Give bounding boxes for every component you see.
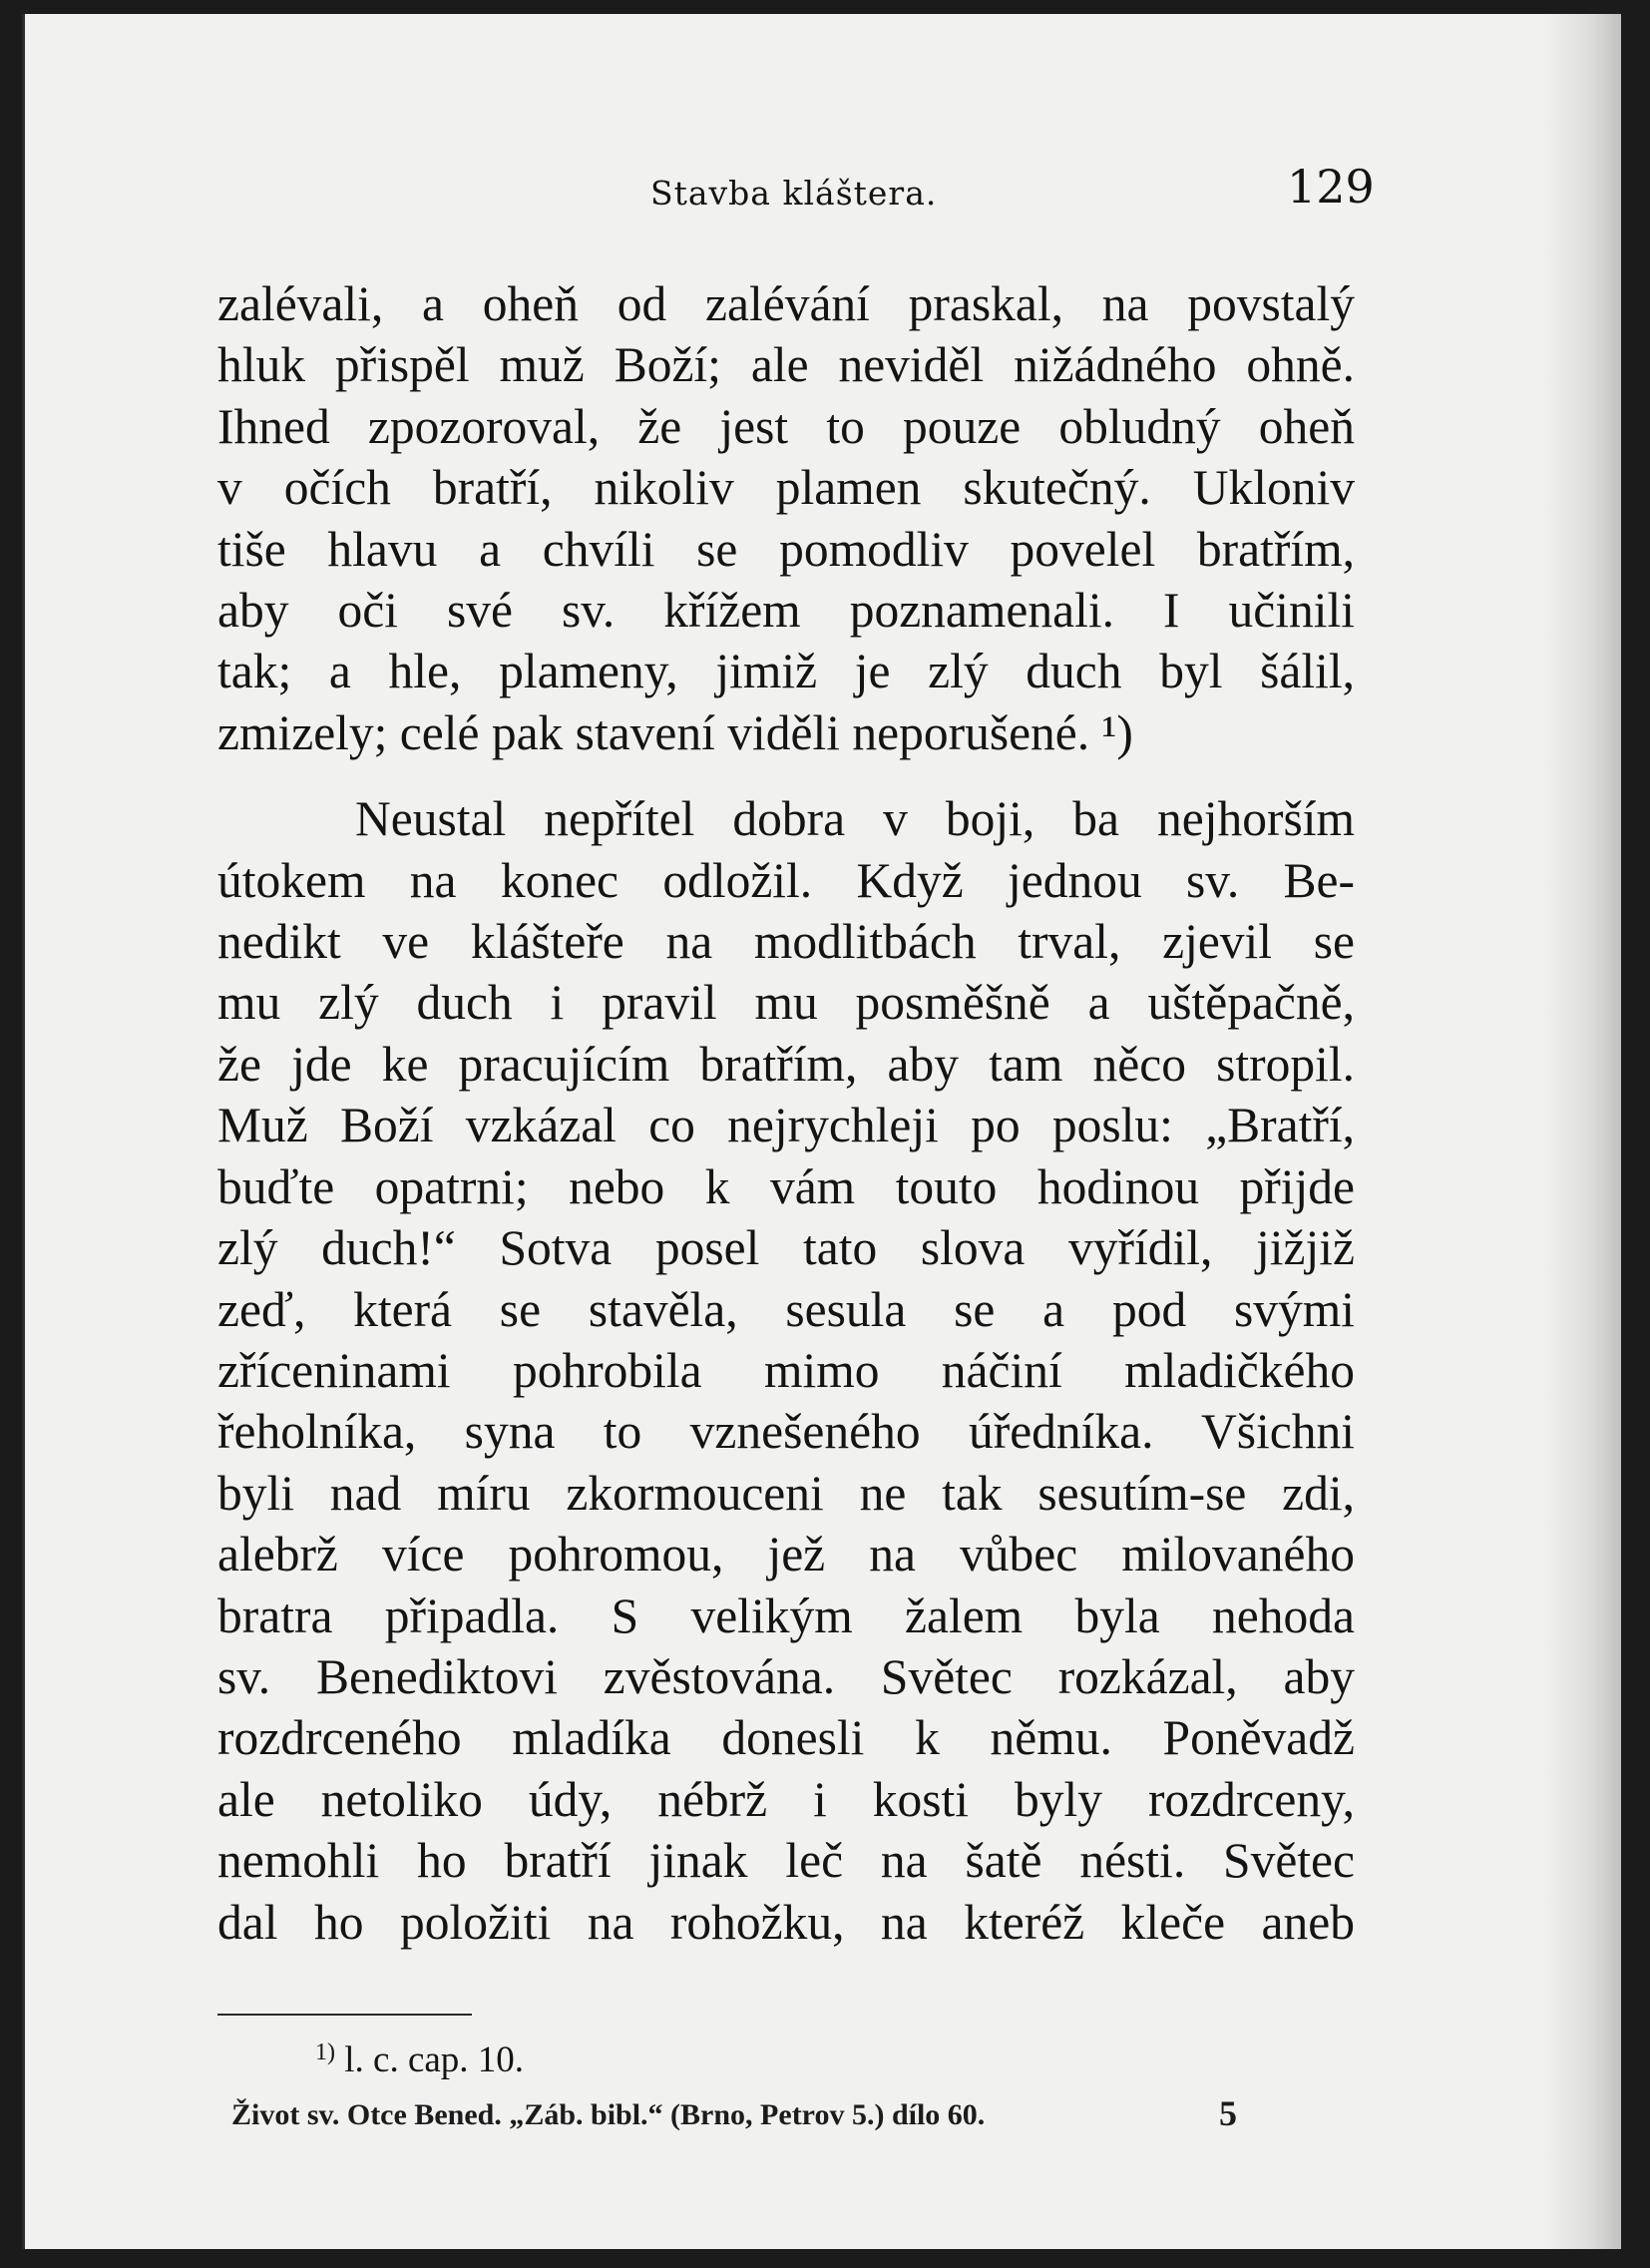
- text-line: tak; a hle, plameny, jimiž je zlý duch byl šálil,: [217, 644, 1355, 699]
- body-text: [217, 273, 1355, 1953]
- text-line: dal ho položiti na rohožku, na kteréž kleče aneb: [217, 1894, 1355, 1950]
- text-line: hluk přispěl muž Boží; ale neviděl nižádného ohně.: [217, 337, 1355, 393]
- footnote-marker: 1): [315, 2040, 335, 2065]
- text-line: zlý duch!“ Sotva posel tato slova vyřídil, jižjiž: [217, 1220, 1355, 1276]
- footnote-text: l. c. cap. 10.: [335, 2040, 525, 2080]
- text-line: aby oči své sv. křížem poznamenali. I učinili: [217, 583, 1355, 639]
- signature-number: 5: [1219, 2093, 1237, 2133]
- text-line: nemohli ho bratří jinak leč na šatě nésti. Světec: [217, 1833, 1355, 1889]
- printer-signature: Život sv. Otce Bened. „Záb. bibl.“ (Brno, Petrov 5.) dílo 60.: [231, 2098, 986, 2131]
- text-line: alebrž více pohromou, jež na vůbec milovaného: [217, 1527, 1355, 1583]
- text-line: zalévali, a oheň od zalévání praskal, na povstalý: [217, 276, 1355, 331]
- text-line: Neustal nepřítel dobra v boji, ba nejhorším: [355, 791, 1355, 847]
- page-number: 129: [1287, 160, 1375, 214]
- text-line: byli nad míru zkormouceni ne tak sesutím-se zdi,: [217, 1465, 1355, 1521]
- footnote-rule: [217, 2014, 472, 2016]
- text-line: tiše hlavu a chvíli se pomodliv povelel bratřím,: [217, 521, 1355, 577]
- page-header: [0, 160, 1650, 229]
- text-line: buďte opatrni; nebo k vám touto hodinou přijde: [217, 1158, 1355, 1214]
- text-line: v očích bratří, nikoliv plamen skutečný. Ukloniv: [217, 460, 1355, 516]
- footnote: [315, 2039, 524, 2081]
- page-gutter-shadow: [1541, 14, 1621, 2249]
- text-line: bratra připadla. S velikým žalem byla nehoda: [217, 1588, 1355, 1643]
- paragraph-gap: [217, 763, 1355, 788]
- text-line: ale netoliko údy, nébrž i kosti byly rozdrceny,: [217, 1771, 1355, 1827]
- text-line: zeď, která se stavěla, sesula se a pod svými: [217, 1281, 1355, 1337]
- text-line: zříceninami pohrobila mimo náčiní mladičkého: [217, 1342, 1355, 1398]
- running-head: Stavba kláštera.: [650, 174, 938, 213]
- text-line: že jde ke pracujícím bratřím, aby tam něco stropil.: [217, 1036, 1355, 1092]
- paragraph-2: [217, 788, 1355, 1953]
- text-line: útokem na konec odložil. Když jednou sv. Be-: [217, 852, 1355, 908]
- text-line: Ihned zpozoroval, že jest to pouze obludný oheň: [217, 398, 1355, 454]
- text-line: rozdrceného mladíka donesli k němu. Poněvadž: [217, 1710, 1355, 1766]
- text-line: sv. Benediktovi zvěstována. Světec rozkázal, aby: [217, 1648, 1355, 1704]
- text-line: zmizely; celé pak stavení viděli neporušené. ¹): [217, 704, 1133, 760]
- text-line: Muž Boží vzkázal co nejrychleji po poslu: „Bratří,: [217, 1098, 1355, 1153]
- text-line: nedikt ve klášteře na modlitbách trval, zjevil se: [217, 914, 1355, 970]
- text-line: řeholníka, syna to vznešeného úředníka. Všichni: [217, 1404, 1355, 1460]
- text-line: mu zlý duch i pravil mu posměšně a uštěpačně,: [217, 975, 1355, 1031]
- paragraph-1: [217, 273, 1355, 763]
